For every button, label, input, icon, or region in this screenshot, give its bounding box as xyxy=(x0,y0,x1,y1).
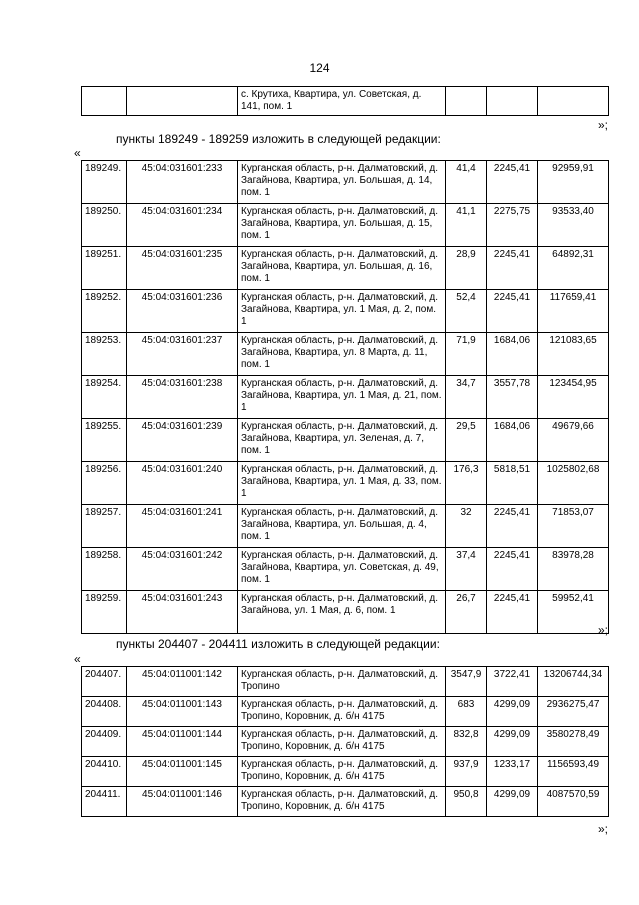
record-number-cell: 189250. xyxy=(82,204,127,247)
table-row xyxy=(82,787,609,817)
cadastral-number-cell: 45:04:011001:145 xyxy=(127,757,238,787)
area-cell: 26,7 xyxy=(446,591,487,634)
value-cell: 71853,07 xyxy=(538,505,609,548)
continuation-table xyxy=(81,86,609,116)
cadastral-number-cell: 45:04:031601:243 xyxy=(127,591,238,634)
value-cell: 93533,40 xyxy=(538,204,609,247)
record-number-cell xyxy=(82,87,127,116)
table-row xyxy=(82,419,609,462)
area-cell: 71,9 xyxy=(446,333,487,376)
cadastral-number-cell: 45:04:031601:234 xyxy=(127,204,238,247)
cadastral-number-cell xyxy=(127,87,238,116)
record-number-cell: 189257. xyxy=(82,505,127,548)
rate-cell: 2245,41 xyxy=(487,247,538,290)
record-number-cell: 189252. xyxy=(82,290,127,333)
value-cell: 123454,95 xyxy=(538,376,609,419)
rate-cell: 2245,41 xyxy=(487,161,538,204)
table-row xyxy=(82,505,609,548)
area-cell: 832,8 xyxy=(446,727,487,757)
value-cell: 4087570,59 xyxy=(538,787,609,817)
table-row xyxy=(82,376,609,419)
record-number-cell: 189255. xyxy=(82,419,127,462)
area-cell: 28,9 xyxy=(446,247,487,290)
table-row xyxy=(82,204,609,247)
value-cell: 49679,66 xyxy=(538,419,609,462)
cadastral-number-cell: 45:04:011001:144 xyxy=(127,727,238,757)
cadastral-number-cell: 45:04:031601:236 xyxy=(127,290,238,333)
rate-cell: 2245,41 xyxy=(487,591,538,634)
area-cell: 176,3 xyxy=(446,462,487,505)
closing-quote: »; xyxy=(597,822,608,836)
table-row xyxy=(82,333,609,376)
rate-cell: 1684,06 xyxy=(487,333,538,376)
area-cell: 41,1 xyxy=(446,204,487,247)
area-cell: 37,4 xyxy=(446,548,487,591)
value-cell: 92959,91 xyxy=(538,161,609,204)
table-row xyxy=(82,591,609,634)
table-row xyxy=(82,667,609,697)
area-cell: 29,5 xyxy=(446,419,487,462)
area-cell: 32 xyxy=(446,505,487,548)
table-row xyxy=(82,727,609,757)
opening-quote: « xyxy=(74,652,81,666)
cadastral-number-cell: 45:04:011001:142 xyxy=(127,667,238,697)
address-cell: Курганская область, р-н. Далматовский, д. Загайнова, Квартира, ул. Большая, д. 14, пом. 1 xyxy=(238,161,446,204)
rate-cell: 1684,06 xyxy=(487,419,538,462)
section-table xyxy=(81,666,609,817)
rate-cell: 4299,09 xyxy=(487,727,538,757)
record-number-cell: 189253. xyxy=(82,333,127,376)
cadastral-number-cell: 45:04:031601:238 xyxy=(127,376,238,419)
closing-quote: »; xyxy=(597,623,608,637)
value-cell: 83978,28 xyxy=(538,548,609,591)
rate-cell xyxy=(487,87,538,116)
record-number-cell: 189259. xyxy=(82,591,127,634)
closing-quote: »; xyxy=(597,118,608,132)
address-cell: Курганская область, р-н. Далматовский, д. Загайнова, ул. 1 Мая, д. 6, пом. 1 xyxy=(238,591,446,634)
rate-cell: 3557,78 xyxy=(487,376,538,419)
rate-cell: 4299,09 xyxy=(487,787,538,817)
rate-cell: 2245,41 xyxy=(487,548,538,591)
record-number-cell: 204407. xyxy=(82,667,127,697)
cadastral-number-cell: 45:04:031601:239 xyxy=(127,419,238,462)
opening-quote: « xyxy=(74,146,81,160)
address-cell: Курганская область, р-н. Далматовский, д. Загайнова, Квартира, ул. Большая, д. 15, пом. 1 xyxy=(238,204,446,247)
cadastral-number-cell: 45:04:011001:146 xyxy=(127,787,238,817)
section-heading: пункты 189249 - 189259 изложить в следующей редакции: xyxy=(116,132,441,146)
address-cell: Курганская область, р-н. Далматовский, д. Тропино, Коровник, д. б/н 4175 xyxy=(238,727,446,757)
address-cell: Курганская область, р-н. Далматовский, д. Загайнова, Квартира, ул. Большая, д. 4, пом. 1 xyxy=(238,505,446,548)
record-number-cell: 189258. xyxy=(82,548,127,591)
area-cell: 937,9 xyxy=(446,757,487,787)
area-cell: 950,8 xyxy=(446,787,487,817)
area-cell: 683 xyxy=(446,697,487,727)
value-cell: 2936275,47 xyxy=(538,697,609,727)
value-cell: 64892,31 xyxy=(538,247,609,290)
value-cell: 117659,41 xyxy=(538,290,609,333)
record-number-cell: 189251. xyxy=(82,247,127,290)
address-cell: Курганская область, р-н. Далматовский, д. Загайнова, Квартира, ул. 8 Марта, д. 11, пом. 1 xyxy=(238,333,446,376)
record-number-cell: 189254. xyxy=(82,376,127,419)
record-number-cell: 189256. xyxy=(82,462,127,505)
cadastral-number-cell: 45:04:011001:143 xyxy=(127,697,238,727)
address-cell: Курганская область, р-н. Далматовский, д. Тропино, Коровник, д. б/н 4175 xyxy=(238,787,446,817)
address-cell: Курганская область, р-н. Далматовский, д. Загайнова, Квартира, ул. Советская, д. 49, пом. 1 xyxy=(238,548,446,591)
area-cell: 52,4 xyxy=(446,290,487,333)
rate-cell: 4299,09 xyxy=(487,697,538,727)
record-number-cell: 204410. xyxy=(82,757,127,787)
record-number-cell: 189249. xyxy=(82,161,127,204)
rate-cell: 2245,41 xyxy=(487,505,538,548)
table-row xyxy=(82,161,609,204)
address-cell: Курганская область, р-н. Далматовский, д. Тропино, Коровник, д. б/н 4175 xyxy=(238,757,446,787)
address-cell: Курганская область, р-н. Далматовский, д. Загайнова, Квартира, ул. 1 Мая, д. 2, пом. 1 xyxy=(238,290,446,333)
cadastral-number-cell: 45:04:031601:242 xyxy=(127,548,238,591)
table-row xyxy=(82,548,609,591)
section-heading: пункты 204407 - 204411 изложить в следующей редакции: xyxy=(116,637,440,651)
record-number-cell: 204408. xyxy=(82,697,127,727)
value-cell: 121083,65 xyxy=(538,333,609,376)
address-cell: Курганская область, р-н. Далматовский, д. Загайнова, Квартира, ул. Большая, д. 16, пом. 1 xyxy=(238,247,446,290)
table-row xyxy=(82,87,609,116)
area-cell xyxy=(446,87,487,116)
value-cell: 1156593,49 xyxy=(538,757,609,787)
value-cell: 1025802,68 xyxy=(538,462,609,505)
table-row xyxy=(82,757,609,787)
cadastral-number-cell: 45:04:031601:237 xyxy=(127,333,238,376)
cadastral-number-cell: 45:04:031601:233 xyxy=(127,161,238,204)
table-row xyxy=(82,462,609,505)
rate-cell: 5818,51 xyxy=(487,462,538,505)
rate-cell: 2245,41 xyxy=(487,290,538,333)
area-cell: 34,7 xyxy=(446,376,487,419)
cadastral-number-cell: 45:04:031601:241 xyxy=(127,505,238,548)
cadastral-number-cell: 45:04:031601:240 xyxy=(127,462,238,505)
table-row xyxy=(82,290,609,333)
table-row xyxy=(82,247,609,290)
rate-cell: 2275,75 xyxy=(487,204,538,247)
cadastral-number-cell: 45:04:031601:235 xyxy=(127,247,238,290)
address-cell: с. Крутиха, Квартира, ул. Советская, д. 141, пом. 1 xyxy=(238,87,446,116)
value-cell: 59952,41 xyxy=(538,591,609,634)
table-row xyxy=(82,697,609,727)
area-cell: 3547,9 xyxy=(446,667,487,697)
value-cell: 3580278,49 xyxy=(538,727,609,757)
rate-cell: 3722,41 xyxy=(487,667,538,697)
record-number-cell: 204411. xyxy=(82,787,127,817)
area-cell: 41,4 xyxy=(446,161,487,204)
address-cell: Курганская область, р-н. Далматовский, д. Тропино xyxy=(238,667,446,697)
address-cell: Курганская область, р-н. Далматовский, д. Тропино, Коровник, д. б/н 4175 xyxy=(238,697,446,727)
record-number-cell: 204409. xyxy=(82,727,127,757)
value-cell: 13206744,34 xyxy=(538,667,609,697)
address-cell: Курганская область, р-н. Далматовский, д. Загайнова, Квартира, ул. Зеленая, д. 7, пом. 1 xyxy=(238,419,446,462)
rate-cell: 1233,17 xyxy=(487,757,538,787)
section-table xyxy=(81,160,609,634)
address-cell: Курганская область, р-н. Далматовский, д. Загайнова, Квартира, ул. 1 Мая, д. 21, пом. 1 xyxy=(238,376,446,419)
page-number: 124 xyxy=(309,61,330,75)
address-cell: Курганская область, р-н. Далматовский, д. Загайнова, Квартира, ул. 1 Мая, д. 33, пом. 1 xyxy=(238,462,446,505)
value-cell xyxy=(538,87,609,116)
